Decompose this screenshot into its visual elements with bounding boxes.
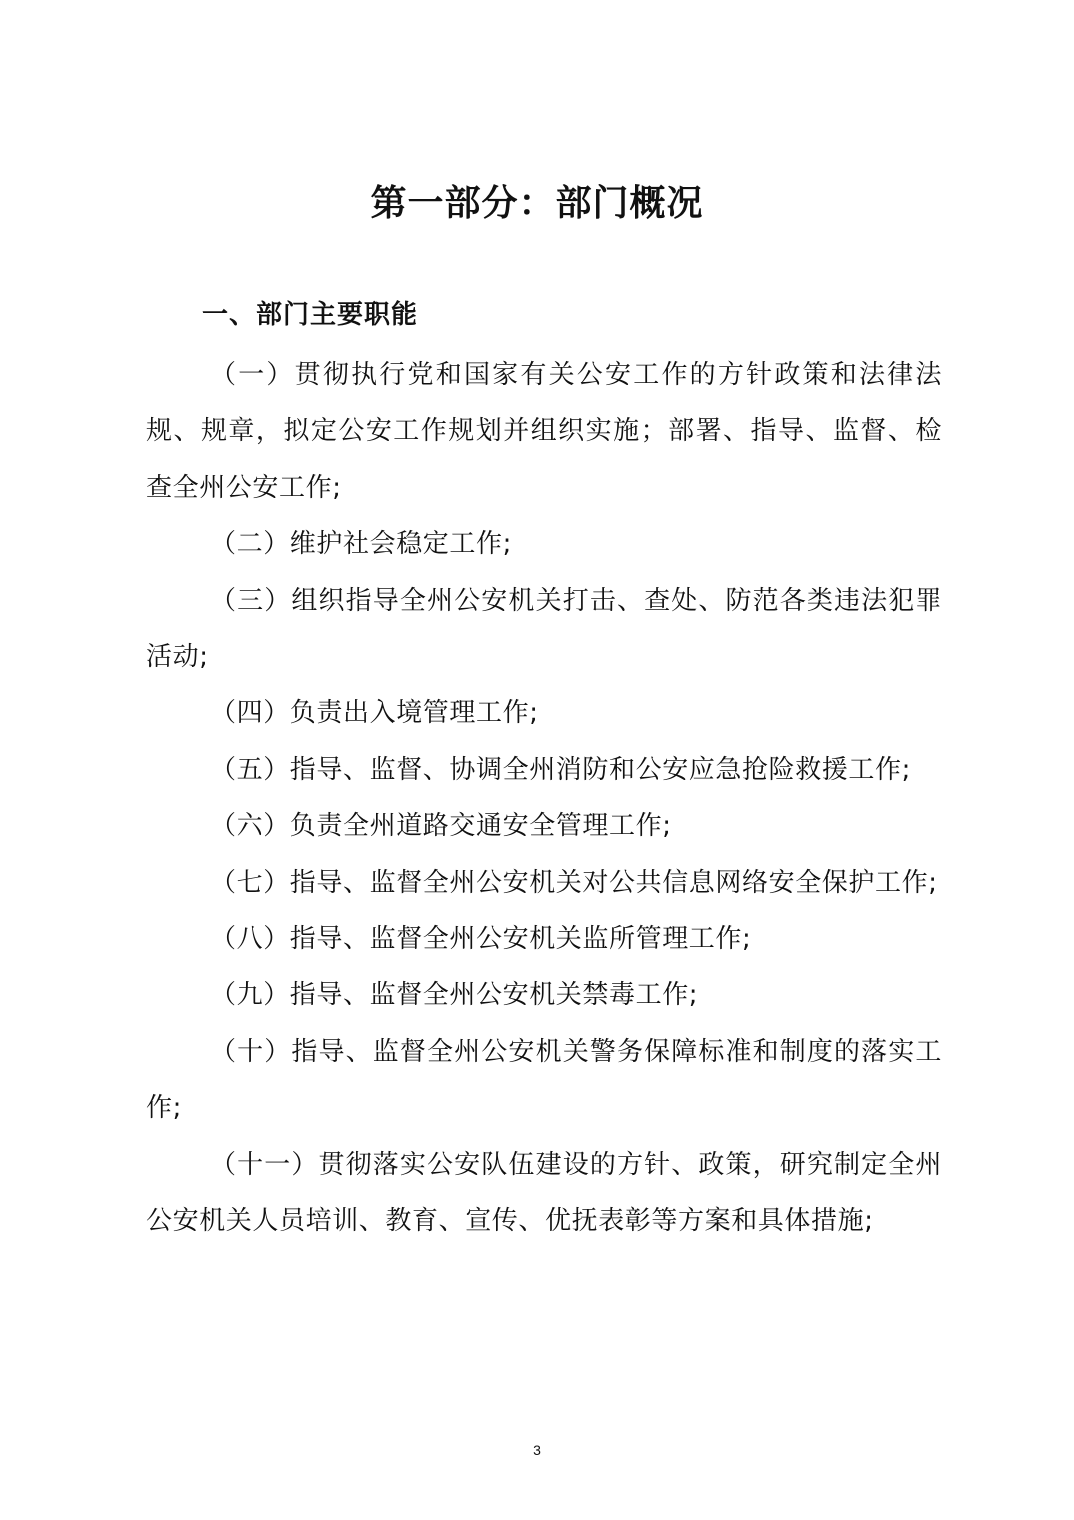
section-heading: 一、部门主要职能 <box>202 300 419 330</box>
body-text <box>146 347 942 1250</box>
paragraph-2: （二）维护社会稳定工作; <box>210 529 512 560</box>
page-title: 第一部分：部门概况 <box>370 183 704 224</box>
paragraph-11: （十一）贯彻落实公安队伍建设的方针、政策，研究制定全州公安机关人员培训、教育、宣传、优抚表彰等方案和具体措施; <box>146 1149 942 1237</box>
paragraph-7: （七）指导、监督全州公安机关对公共信息网络安全保护工作; <box>210 867 938 898</box>
paragraph-9: （九）指导、监督全州公安机关禁毒工作; <box>210 980 699 1011</box>
paragraph-1: （一）贯彻执行党和国家有关公安工作的方针政策和法律法规、规章，拟定公安工作规划并组织实施；部署、指导、监督、检查全州公安工作; <box>146 360 942 503</box>
paragraph-6: （六）负责全州道路交通安全管理工作; <box>210 811 672 842</box>
paragraph-10: （十）指导、监督全州公安机关警务保障标准和制度的落实工作; <box>146 1036 942 1124</box>
page-number: 3 <box>533 1442 541 1458</box>
paragraph-3: （三）组织指导全州公安机关打击、查处、防范各类违法犯罪活动; <box>146 585 942 673</box>
paragraph-8: （八）指导、监督全州公安机关监所管理工作; <box>210 924 752 955</box>
paragraph-4: （四）负责出入境管理工作; <box>210 698 539 729</box>
paragraph-5: （五）指导、监督、协调全州消防和公安应急抢险救援工作; <box>210 754 911 785</box>
